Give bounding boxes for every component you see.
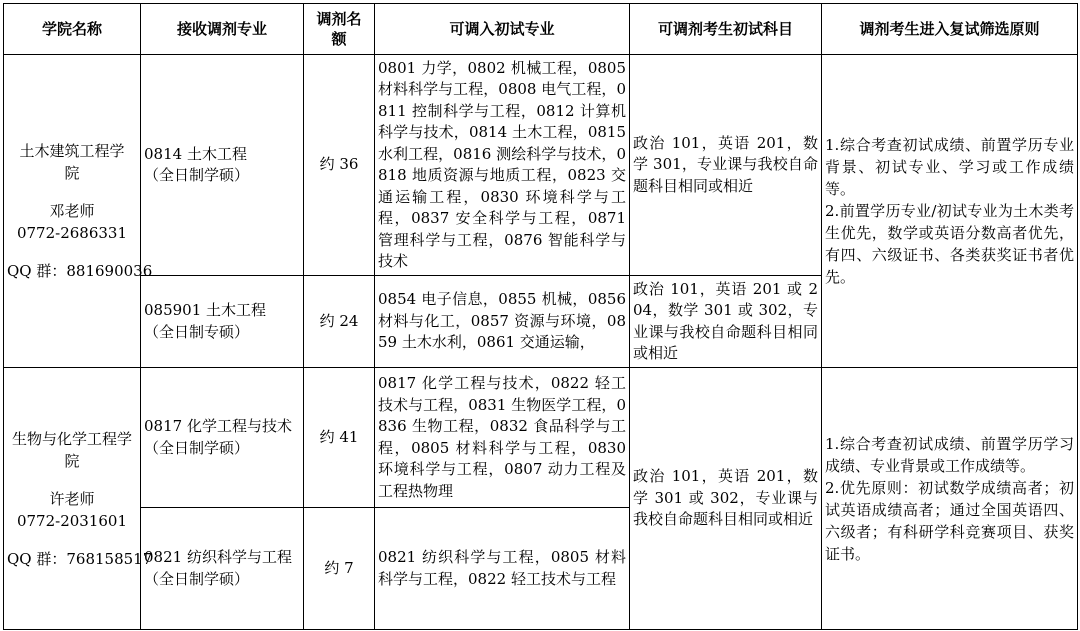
major-cell <box>141 368 304 508</box>
college-contact: 许老师 <box>49 489 95 508</box>
header-quota: 调剂名额 <box>304 4 375 55</box>
quota-cell: 约 36 <box>304 55 375 276</box>
college-name: 生物与化学工程学院 <box>11 429 132 470</box>
subjects-cell: 政治 101，英语 201 或 204，数学 301 或 302，专业课与我校自命题科目相同或相近 <box>630 276 822 368</box>
college-phone: 0772-2031601 <box>16 511 128 530</box>
header-major: 接收调剂专业 <box>141 4 304 55</box>
principle-item: 1.综合考查初试成绩、前置学历学习成绩、专业背景或工作成绩等。 <box>825 434 1074 475</box>
college-qq: QQ 群：881690036 <box>7 262 153 280</box>
college-qq: QQ 群：768158517 <box>7 549 153 568</box>
quota-cell: 约 41 <box>304 368 375 508</box>
table-row <box>4 55 1078 276</box>
first-majors-cell: 0854 电子信息，0855 机械，0856 材料与化工，0857 资源与环境，0859 土木水利，0861 交通运输， <box>375 276 630 368</box>
major-name: 085901 土木工程 <box>144 301 267 319</box>
adjustment-table <box>3 3 1078 630</box>
header-principles: 调剂考生进入复试筛选原则 <box>822 4 1078 55</box>
major-type: （全日制专硕） <box>144 322 250 341</box>
major-cell <box>141 55 304 276</box>
major-name: 0817 化学工程与技术 <box>144 417 292 435</box>
header-first-majors: 可调入初试专业 <box>375 4 630 55</box>
subjects-cell: 政治 101，英语 201，数学 301 或 302，专业课与我校自命题科目相同或相近 <box>630 368 822 630</box>
college-name: 土木建筑工程学院 <box>19 142 125 182</box>
table-row <box>4 368 1078 508</box>
principle-item: 2.前置学历专业/初试专业为土木类考生优先，数学或英语分数高者优先，有四、六级证书、各类获奖证书者优先。 <box>825 202 1074 286</box>
quota-cell: 约 24 <box>304 276 375 368</box>
principle-item: 2.优先原则：初试数学成绩高者；初试英语成绩高者；通过全国英语四、六级者；有科研学科竞赛项目、获奖证书。 <box>825 478 1074 563</box>
major-type: （全日制学硕） <box>144 438 250 457</box>
major-type: （全日制学硕） <box>144 166 250 184</box>
college-cell <box>4 368 153 630</box>
principles-cell <box>822 55 1078 368</box>
quota-cell: 约 7 <box>304 508 375 630</box>
college-contact: 邓老师 <box>49 202 95 220</box>
major-name: 0814 土木工程 <box>144 144 247 163</box>
subjects-cell: 政治 101，英语 201，数学 301，专业课与我校自命题科目相同或相近 <box>630 55 822 276</box>
major-cell <box>141 508 304 630</box>
principles-cell <box>822 368 1078 630</box>
principle-item: 1.综合考查初试成绩、前置学历专业背景、初试专业、学习或工作成绩等。 <box>825 136 1074 198</box>
major-cell <box>141 276 304 368</box>
college-phone: 0772-2686331 <box>16 224 128 242</box>
major-type: （全日制学硕） <box>144 569 250 588</box>
first-majors-cell: 0817 化学工程与技术，0822 轻工技术与工程，0831 生物医学工程，0836 生物工程，0832 食品科学与工程，0805 材料科学与工程，0830 环境科学与工程，0807 动力工程及工程热物理 <box>375 368 630 508</box>
header-college: 学院名称 <box>4 4 141 55</box>
major-name: 0821 纺织科学与工程 <box>144 548 292 566</box>
header-subjects: 可调剂考生初试科目 <box>630 4 822 55</box>
first-majors-cell: 0801 力学，0802 机械工程，0805 材料科学与工程，0808 电气工程，0811 控制科学与工程，0812 计算机科学与技术，0814 土木工程，0815 水利工程，0816 测绘科学与技术，0818 地质资源与地质工程，0823 交通运输工程，0830 环境科学与工程，0837 安全科学与工程，0871 管理科学与工程，0876 智能科学与技术 <box>375 55 630 276</box>
first-majors-cell: 0821 纺织科学与工程，0805 材料科学与工程，0822 轻工技术与工程 <box>375 508 630 630</box>
header-row <box>4 4 1078 55</box>
college-cell <box>4 55 153 368</box>
